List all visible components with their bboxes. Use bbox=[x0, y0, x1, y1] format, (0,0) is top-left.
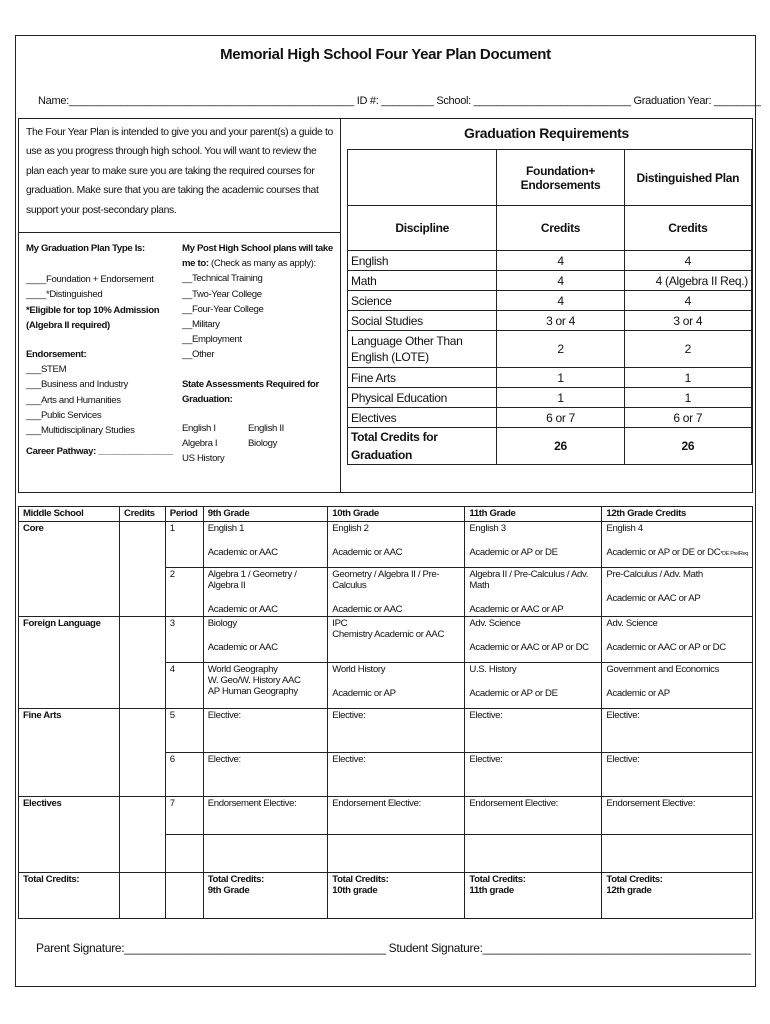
foundation-cell: 4 bbox=[497, 271, 624, 291]
course-cell[interactable]: Elective: bbox=[602, 709, 753, 753]
signature-line[interactable]: Parent Signature:_________________________________________ Student Signature:__________________________________________ bbox=[36, 941, 751, 955]
total-grade: 11th grade bbox=[469, 885, 514, 896]
course-cell[interactable] bbox=[328, 663, 465, 709]
header-period: Period bbox=[165, 507, 203, 522]
plan-type-box bbox=[18, 233, 341, 493]
course-level: Academic or AP bbox=[332, 688, 396, 699]
total-label: Total Credits: bbox=[207, 874, 264, 885]
course-name: English 3 bbox=[469, 523, 506, 534]
req-row-pe bbox=[348, 388, 752, 408]
requirements-table bbox=[347, 149, 752, 465]
plan-option-distinguished[interactable]: ____*Distinguished bbox=[26, 289, 103, 301]
header-grade-10: 10th Grade bbox=[328, 507, 465, 522]
total-label: Total Credits: bbox=[332, 874, 389, 885]
course-name: IPC bbox=[332, 618, 348, 629]
course-level: Academic or AP or DE or DC bbox=[606, 547, 721, 558]
course-cell[interactable]: Endorsement Elective: bbox=[602, 797, 753, 835]
intro-text: The Four Year Plan is intended to give you and your parent(s) a guide to use as you progress through high school. You will want to review the plan each year to make sure you are taking the required courses for graduation. Make sure that you are taking the academic courses that support your post-secondary plans. bbox=[18, 118, 341, 233]
section-total: Total Credits: bbox=[19, 873, 120, 919]
period-num: 3 bbox=[165, 617, 203, 663]
credits-cell[interactable] bbox=[120, 709, 166, 797]
document-title: Memorial High School Four Year Plan Document bbox=[220, 46, 551, 63]
course-level: Academic or AAC bbox=[207, 547, 278, 558]
discipline-cell: Physical Education bbox=[348, 388, 497, 408]
post-hs-option[interactable]: __Other bbox=[182, 349, 215, 361]
course-cell[interactable] bbox=[465, 835, 602, 873]
plan-option-foundation[interactable]: ____Foundation + Endorsement bbox=[26, 274, 154, 286]
course-cell[interactable]: Elective: bbox=[203, 753, 328, 797]
course-name: Geometry / Algebra II / Pre-Calculus bbox=[332, 569, 440, 591]
discipline-cell: Electives bbox=[348, 408, 497, 428]
foundation-cell: 1 bbox=[497, 368, 624, 388]
course-cell[interactable]: Elective: bbox=[203, 709, 328, 753]
table-row bbox=[19, 709, 753, 753]
req-row-lote bbox=[348, 331, 752, 368]
course-level: Academic or AAC or AP bbox=[606, 593, 701, 604]
career-pathway[interactable]: Career Pathway: _______________ bbox=[26, 446, 174, 458]
course-name: U.S. History bbox=[469, 664, 517, 675]
course-name: Adv. Science bbox=[469, 618, 521, 629]
req-row-english bbox=[348, 251, 752, 271]
course-level: Academic or AAC or AP or DC bbox=[606, 642, 726, 653]
course-cell[interactable] bbox=[602, 568, 753, 617]
section-fine-arts: Fine Arts bbox=[19, 709, 120, 797]
endorsement-heading: Endorsement: bbox=[26, 349, 87, 361]
foundation-cell: 4 bbox=[497, 291, 624, 311]
plan-type-column bbox=[26, 241, 176, 459]
distinguished-cell: 4 (Algebra II Req.) bbox=[624, 271, 751, 291]
post-hs-option[interactable]: __Four-Year College bbox=[182, 303, 264, 315]
course-name: Algebra 1 / Geometry / Algebra II bbox=[207, 569, 297, 591]
credits-cell[interactable] bbox=[120, 797, 166, 873]
course-name: Government and Economics bbox=[606, 664, 720, 675]
course-level: Academic or AAC bbox=[332, 604, 403, 615]
top-section bbox=[18, 118, 753, 493]
course-name: English 2 bbox=[332, 523, 369, 534]
distinguished-cell: 3 or 4 bbox=[624, 311, 751, 331]
assessments-col2 bbox=[248, 421, 284, 467]
course-cell[interactable] bbox=[328, 617, 465, 663]
distinguished-cell: 2 bbox=[624, 331, 751, 368]
foundation-cell: 6 or 7 bbox=[497, 408, 624, 428]
course-cell[interactable]: Elective: bbox=[328, 709, 465, 753]
header-grade-12: 12th Grade Credits bbox=[602, 507, 753, 522]
requirements-title: Graduation Requirements bbox=[463, 125, 630, 141]
req-row-social bbox=[348, 311, 752, 331]
plan-note: *Eligible for top 10% Admission (Algebra II required) bbox=[26, 304, 160, 331]
post-hs-option[interactable]: __Two-Year College bbox=[182, 288, 262, 300]
post-hs-sub: (Check as many as apply): bbox=[211, 258, 316, 270]
post-hs-column bbox=[182, 241, 340, 467]
blank-header-cell bbox=[348, 150, 497, 206]
total-grade: 10th grade bbox=[332, 885, 378, 896]
assessment-item: Algebra I bbox=[182, 438, 218, 450]
course-name: World History bbox=[332, 664, 386, 675]
credits-cell[interactable] bbox=[120, 873, 166, 919]
distinguished-header: Distinguished Plan bbox=[624, 150, 751, 206]
total-grade-12[interactable] bbox=[602, 873, 753, 919]
assessments-col1 bbox=[182, 421, 248, 467]
course-cell[interactable] bbox=[328, 522, 465, 568]
period-num: 1 bbox=[165, 522, 203, 568]
four-year-grid bbox=[18, 506, 753, 919]
req-row-electives bbox=[348, 408, 752, 428]
credits-header-foundation: Credits bbox=[497, 206, 624, 251]
discipline-cell: Science bbox=[348, 291, 497, 311]
course-cell[interactable] bbox=[602, 617, 753, 663]
table-row bbox=[19, 522, 753, 568]
distinguished-cell: 4 bbox=[624, 291, 751, 311]
course-cell[interactable] bbox=[602, 522, 753, 568]
course-cell[interactable] bbox=[203, 617, 328, 663]
section-foreign-language: Foreign Language bbox=[19, 617, 120, 709]
period-num-empty bbox=[165, 835, 203, 873]
discipline-cell: Math bbox=[348, 271, 497, 291]
req-row-finearts bbox=[348, 368, 752, 388]
assessments-heading: State Assessments Required for Graduation: bbox=[182, 378, 319, 405]
course-name: World Geography bbox=[207, 664, 278, 675]
course-cell[interactable]: Elective: bbox=[465, 753, 602, 797]
course-name: Adv. Science bbox=[606, 618, 658, 629]
course-level: Academic or AAC bbox=[332, 547, 403, 558]
header-grade-11: 11th Grade bbox=[465, 507, 602, 522]
endorsement-public[interactable]: ___Public Services bbox=[26, 409, 102, 421]
course-cell[interactable]: Endorsement Elective: bbox=[328, 797, 465, 835]
course-name: English 4 bbox=[606, 523, 643, 534]
course-cell[interactable] bbox=[203, 835, 328, 873]
total-label: Total Credits for Graduation bbox=[348, 428, 497, 465]
assessment-item: US History bbox=[182, 453, 225, 465]
section-electives: Electives bbox=[19, 797, 120, 873]
total-label: Total Credits: bbox=[469, 874, 526, 885]
distinguished-cell: 1 bbox=[624, 368, 751, 388]
endorsement-multi[interactable]: ___Multidisciplinary Studies bbox=[26, 425, 135, 437]
course-name-2: Chemistry Academic or AAC bbox=[332, 629, 445, 640]
period-num: 2 bbox=[165, 568, 203, 617]
assessments-list bbox=[182, 421, 340, 467]
period-num-empty bbox=[165, 873, 203, 919]
period-num: 7 bbox=[165, 797, 203, 835]
total-grade: 9th Grade bbox=[207, 885, 250, 896]
distinguished-cell: 6 or 7 bbox=[624, 408, 751, 428]
course-cell[interactable] bbox=[465, 663, 602, 709]
endorsement-arts[interactable]: ___Arts and Humanities bbox=[26, 394, 121, 406]
foundation-header: Foundation+ Endorsements bbox=[497, 150, 624, 206]
course-cell[interactable]: Elective: bbox=[465, 709, 602, 753]
course-cell[interactable] bbox=[465, 522, 602, 568]
course-cell[interactable] bbox=[203, 522, 328, 568]
total-foundation: 26 bbox=[497, 428, 624, 465]
distinguished-cell: 4 bbox=[624, 251, 751, 271]
credits-cell[interactable] bbox=[120, 522, 166, 617]
course-level: Academic or AP bbox=[606, 688, 670, 699]
table-row bbox=[19, 617, 753, 663]
total-grade-11[interactable] bbox=[465, 873, 602, 919]
course-cell[interactable] bbox=[602, 663, 753, 709]
distinguished-cell: 1 bbox=[624, 388, 751, 408]
totals-row bbox=[19, 873, 753, 919]
course-cell[interactable]: Elective: bbox=[602, 753, 753, 797]
foundation-cell: 3 or 4 bbox=[497, 311, 624, 331]
course-name: Biology bbox=[207, 618, 237, 629]
assessment-item: English II bbox=[248, 423, 284, 435]
course-note: *DE Pre/Req bbox=[720, 551, 748, 557]
post-hs-heading bbox=[182, 241, 340, 271]
endorsement-business[interactable]: ___Business and Industry bbox=[26, 379, 128, 391]
course-name-2: W. Geo/W. History AAC bbox=[207, 675, 301, 686]
discipline-cell: English bbox=[348, 251, 497, 271]
graduation-requirements bbox=[341, 118, 753, 493]
period-num: 4 bbox=[165, 663, 203, 709]
discipline-cell: Social Studies bbox=[348, 311, 497, 331]
total-grade-9[interactable] bbox=[203, 873, 328, 919]
course-level-row bbox=[606, 547, 748, 558]
foundation-cell: 4 bbox=[497, 251, 624, 271]
course-name: English 1 bbox=[207, 523, 245, 534]
post-hs-option[interactable]: __Employment bbox=[182, 334, 242, 346]
grid-header-row bbox=[19, 507, 753, 522]
course-cell[interactable]: Endorsement Elective: bbox=[465, 797, 602, 835]
header-credits: Credits bbox=[120, 507, 166, 522]
course-name: Pre-Calculus / Adv. Math bbox=[606, 569, 703, 580]
table-row bbox=[19, 797, 753, 835]
course-cell[interactable] bbox=[602, 835, 753, 873]
course-cell[interactable] bbox=[203, 663, 328, 709]
credits-header-distinguished: Credits bbox=[624, 206, 751, 251]
discipline-cell: Fine Arts bbox=[348, 368, 497, 388]
course-cell[interactable] bbox=[203, 568, 328, 617]
course-cell[interactable] bbox=[465, 568, 602, 617]
foundation-cell: 2 bbox=[497, 331, 624, 368]
course-cell[interactable] bbox=[328, 835, 465, 873]
course-level: Academic or AP or DE bbox=[469, 688, 558, 699]
course-level: Academic or AAC bbox=[207, 642, 278, 653]
assessment-item: English I bbox=[182, 423, 216, 435]
total-grade: 12th grade bbox=[606, 885, 652, 896]
header-middle-school: Middle School bbox=[19, 507, 120, 522]
course-cell[interactable]: Endorsement Elective: bbox=[203, 797, 328, 835]
course-level: Academic or AAC or AP or DC bbox=[469, 642, 589, 653]
req-row-science bbox=[348, 291, 752, 311]
course-cell[interactable] bbox=[328, 568, 465, 617]
form-page bbox=[15, 35, 761, 987]
course-cell[interactable]: Elective: bbox=[328, 753, 465, 797]
period-num: 5 bbox=[165, 709, 203, 753]
course-name-3: AP Human Geography bbox=[207, 686, 298, 697]
req-row-total bbox=[348, 428, 752, 465]
section-core: Core bbox=[19, 522, 120, 617]
total-distinguished: 26 bbox=[624, 428, 751, 465]
course-name: Algebra II / Pre-Calculus / Adv. Math bbox=[469, 569, 589, 591]
discipline-cell: Language Other Than English (LOTE) bbox=[348, 331, 497, 368]
student-info-line[interactable]: Name:_________________________________________________ ID #: _________ School: ___________________________ Graduation Year: ________ bbox=[38, 95, 761, 107]
discipline-header: Discipline bbox=[348, 206, 497, 251]
total-label: Total Credits: bbox=[606, 874, 663, 885]
header-grade-9: 9th Grade bbox=[203, 507, 328, 522]
credits-cell[interactable] bbox=[120, 617, 166, 709]
post-hs-option[interactable]: __Military bbox=[182, 319, 220, 331]
assessment-item: Biology bbox=[248, 438, 278, 450]
post-hs-heading-text: My Post High School plans will take me to: bbox=[182, 243, 333, 270]
plan-type-heading: My Graduation Plan Type Is: bbox=[26, 243, 145, 254]
course-level: Academic or AP or DE bbox=[469, 547, 558, 558]
period-num: 6 bbox=[165, 753, 203, 797]
course-level: Academic or AAC or AP bbox=[469, 604, 564, 615]
endorsement-stem[interactable]: ___STEM bbox=[26, 364, 67, 376]
req-row-math bbox=[348, 271, 752, 291]
foundation-cell: 1 bbox=[497, 388, 624, 408]
total-grade-10[interactable] bbox=[328, 873, 465, 919]
post-hs-option[interactable]: __Technical Training bbox=[182, 273, 263, 285]
course-cell[interactable] bbox=[465, 617, 602, 663]
course-level: Academic or AAC bbox=[207, 604, 278, 615]
